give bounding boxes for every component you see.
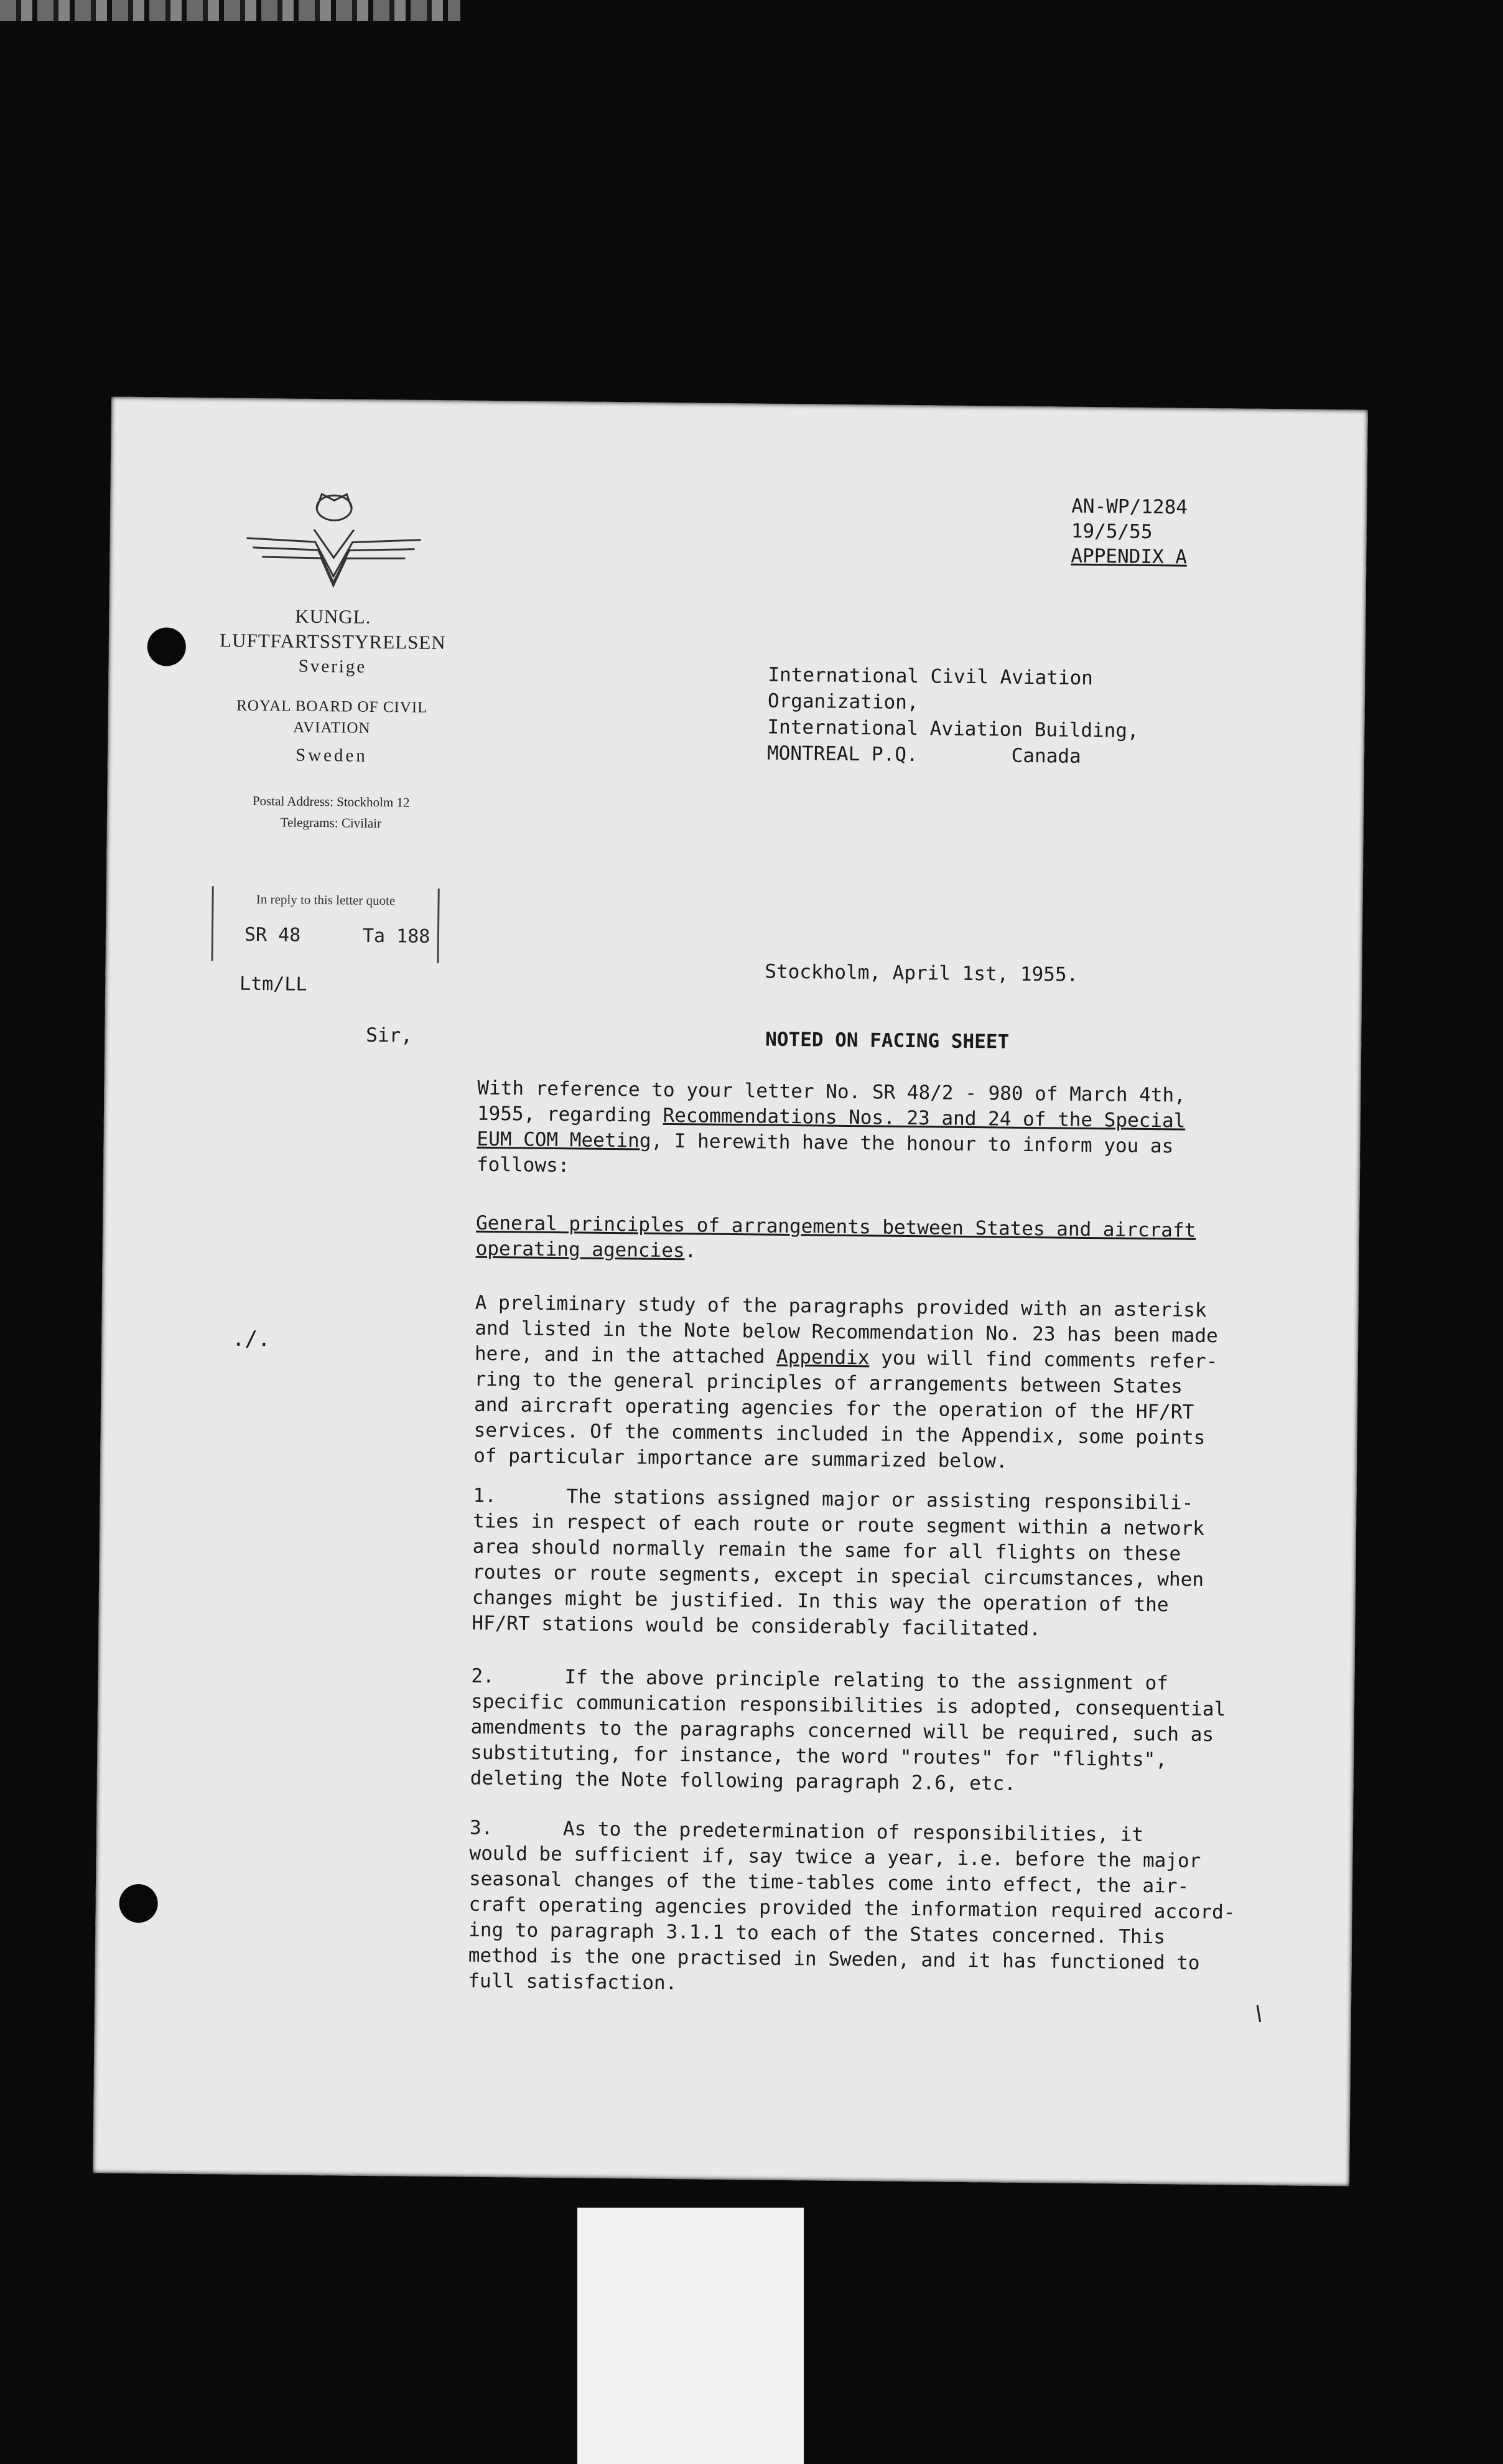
quote-ref-right: Ta 188 xyxy=(362,925,430,948)
text-line: routes or route segments, except in special circumstances, when xyxy=(472,1561,1204,1591)
letter-page xyxy=(93,397,1368,2186)
text-span: The stations assigned major or assisting responsibili- xyxy=(566,1485,1194,1514)
text-line: With reference to your letter No. SR 48/2 - 980 of March 4th, xyxy=(477,1076,1186,1107)
addressee-country: Canada xyxy=(1011,744,1081,768)
addressee-line: Organization, xyxy=(767,689,919,714)
point-number: 3. xyxy=(469,1816,493,1840)
ref-line: AN-WP/1284 xyxy=(1071,495,1188,519)
letterhead-line: Sverige xyxy=(298,656,367,677)
letterhead-line: KUNGL. xyxy=(295,605,371,628)
text-line: area should normally remain the same for all flights on these xyxy=(472,1535,1181,1566)
recommendations-ref: Recommendations Nos. 23 and 24 of the Special xyxy=(663,1104,1186,1132)
text-span: here, and in the attached xyxy=(474,1342,777,1368)
text-line: and aircraft operating agencies for the operation of the HF/RT xyxy=(473,1393,1194,1424)
text-span: 1955, regarding xyxy=(477,1102,663,1127)
text-line: amendments to the paragraphs concerned will be required, such as xyxy=(470,1715,1214,1747)
reply-quote-box xyxy=(212,886,440,963)
text-span: you will find comments refer- xyxy=(869,1346,1218,1373)
addressee-city: MONTREAL P.Q. xyxy=(766,742,918,767)
text-line: ing to paragraph 3.1.1 to each of the States concerned. This xyxy=(468,1918,1166,1949)
point-number: 2. xyxy=(471,1664,495,1688)
letterhead-line: ROYAL BOARD OF CIVIL xyxy=(236,697,428,716)
letterhead-line: Sweden xyxy=(295,745,368,766)
letterhead-line: LUFTFARTSSTYRELSEN xyxy=(219,629,446,654)
text-line: changes might be justified. In this way the operation of the xyxy=(472,1586,1169,1617)
addressee-block xyxy=(767,662,1140,770)
punch-hole-bottom xyxy=(119,1884,158,1923)
letterhead-line: AVIATION xyxy=(293,719,371,737)
ref-line: APPENDIX A xyxy=(1071,544,1188,569)
numbered-point-1 xyxy=(472,1483,1350,1646)
addressee-line: International Civil Aviation xyxy=(768,663,1094,690)
heading-line: General principles of arrangements between States and aircraft xyxy=(475,1211,1196,1242)
quote-ref-left: SR 48 xyxy=(244,923,301,946)
text-line: deleting the Note following paragraph 2.6, etc. xyxy=(470,1766,1017,1795)
section-heading xyxy=(475,1211,1353,1271)
paragraph-preliminary-study xyxy=(473,1290,1352,1478)
text-line: craft operating agencies provided the information required accord- xyxy=(468,1893,1235,1924)
postal-address: Postal Address: Stockholm 12 xyxy=(252,793,410,810)
margin-marker: ./. xyxy=(231,1326,271,1352)
film-edge-strip xyxy=(0,0,460,21)
text-line: of particular importance are summarized below. xyxy=(473,1444,1008,1473)
text-span: As to the predetermination of responsibilities, it xyxy=(562,1818,1144,1847)
text-line: ring to the general principles of arrangements between States xyxy=(474,1368,1183,1398)
text-line: full satisfaction. xyxy=(468,1969,677,1995)
text-line: HF/RT stations would be considerably facilitated. xyxy=(472,1612,1041,1641)
point-number: 1. xyxy=(473,1484,497,1508)
addressee-line xyxy=(767,740,1139,770)
noted-stamp: NOTED ON FACING SHEET xyxy=(765,1028,1010,1053)
text-line: services. Of the comments included in the Appendix, some points xyxy=(473,1419,1206,1450)
intro-paragraph xyxy=(477,1076,1355,1187)
addressee-line: International Aviation Building, xyxy=(767,716,1139,742)
text-line: follows: xyxy=(476,1153,570,1177)
text-span: If the above principle relating to the assignment of xyxy=(564,1666,1169,1695)
telegrams: Telegrams: Civilair xyxy=(280,814,382,831)
text-line: A preliminary study of the paragraphs provided with an asterisk xyxy=(475,1291,1207,1322)
quote-title: In reply to this letter quote xyxy=(256,891,396,908)
letterhead xyxy=(200,604,464,834)
salutation: Sir, xyxy=(366,1024,413,1047)
text-line: specific communication responsibilities is adopted, consequential xyxy=(470,1690,1226,1721)
letter-date: Stockholm, April 1st, 1955. xyxy=(765,960,1079,986)
text-line: would be sufficient if, say twice a year, i.e. before the major xyxy=(469,1842,1201,1872)
text-line: substituting, for instance, the word "routes" for "flights", xyxy=(470,1741,1168,1771)
punch-hole-top xyxy=(147,627,186,666)
appendix-ref: Appendix xyxy=(776,1345,870,1370)
film-leader-tab xyxy=(577,2208,804,2464)
numbered-point-2 xyxy=(470,1664,1349,1801)
pen-mark xyxy=(1257,2005,1262,2022)
ref-line: 19/5/55 xyxy=(1071,520,1153,544)
crown-wings-logo-icon xyxy=(240,482,428,590)
document-references xyxy=(1071,494,1188,570)
meeting-ref: EUM COM Meeting xyxy=(477,1127,651,1152)
text-line: and listed in the Note below Recommendation No. 23 has been made xyxy=(475,1317,1218,1348)
text-span: , I herewith have the honour to inform you as xyxy=(651,1129,1174,1158)
text-line: method is the one practised in Sweden, and it has functioned to xyxy=(468,1944,1200,1974)
reference-code: Ltm/LL xyxy=(239,973,307,996)
text-line: seasonal changes of the time-tables come into effect, the air- xyxy=(468,1867,1189,1898)
text-line: ties in respect of each route or route segment within a network xyxy=(472,1510,1205,1540)
heading-span: operating agencies xyxy=(475,1237,685,1262)
heading-span: . xyxy=(684,1239,697,1262)
numbered-point-3 xyxy=(468,1816,1347,2004)
